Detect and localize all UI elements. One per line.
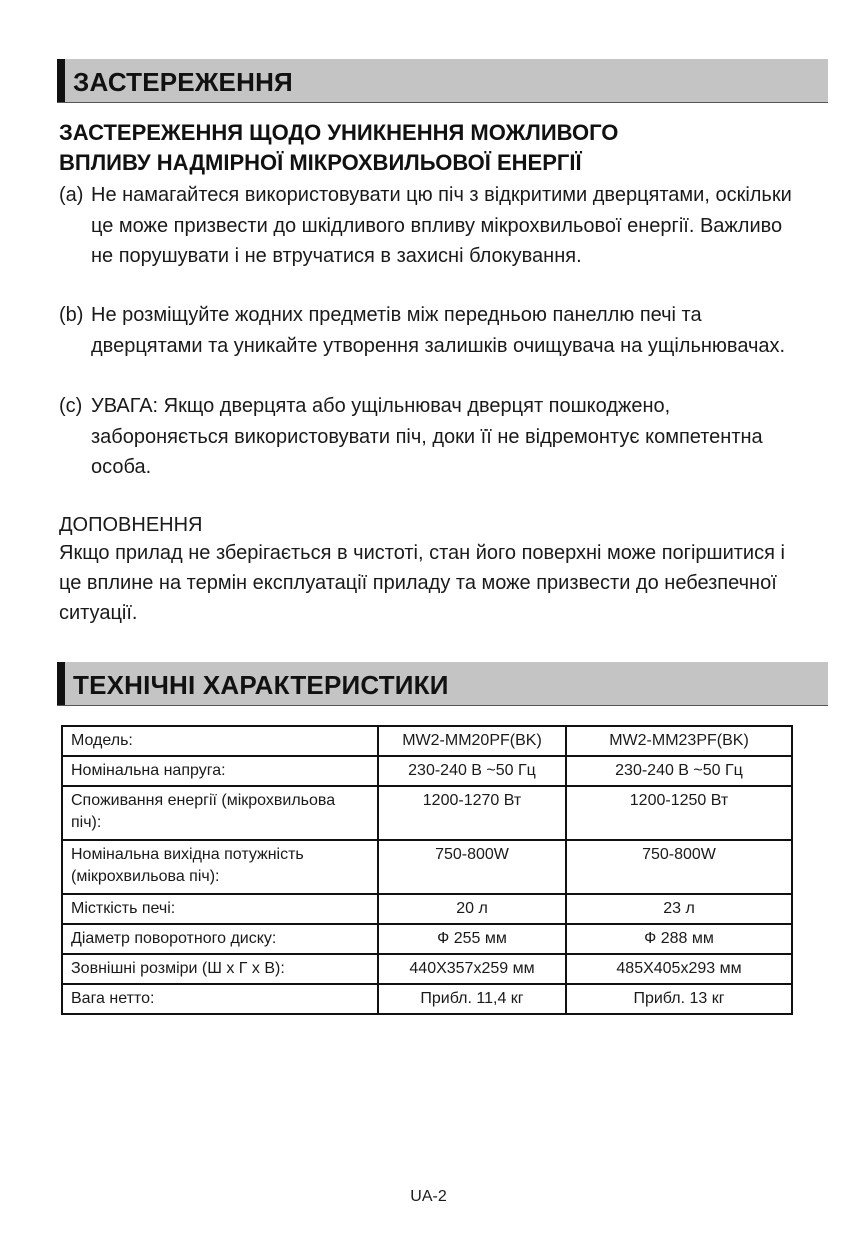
- warning-item-letter: (a): [59, 184, 84, 206]
- section-accent-bar: [57, 662, 65, 705]
- warning-item-letter: (b): [59, 304, 84, 326]
- page-number: UA-2: [410, 1188, 447, 1205]
- spec-value-model-2: MW2-MM23PF(BK): [566, 726, 792, 756]
- spec-label: Номінальна напруга:: [62, 756, 378, 786]
- spec-label: Номінальна вихідна потужність (мікрохвильова піч):: [62, 840, 378, 894]
- spec-value-model-1: Ф 255 мм: [378, 924, 566, 954]
- warning-item-text: УВАГА: Якщо дверцята або ущільнювач дверцят пошкоджено, забороняється використовувати піч, доки її не відремонтує компетентна особа.: [91, 395, 763, 478]
- spec-label: Зовнішні розміри (Ш х Г х В):: [62, 954, 378, 984]
- warning-item-letter: (c): [59, 395, 83, 417]
- warning-item-b: [59, 300, 799, 361]
- spec-label: Модель:: [62, 726, 378, 756]
- spec-value-model-2: 1200-1250 Вт: [566, 786, 792, 840]
- table-row: [62, 924, 792, 954]
- note-body: Якщо прилад не зберігається в чистоті, стан його поверхні може погіршитися і це вплине на термін експлуатації приладу та може призвести до небезпечної ситуації.: [59, 542, 785, 624]
- warning-item-text: Не розміщуйте жодних предметів між передньою панеллю печі та дверцятами та уникайте утворення залишків очищувача на ущільнювачах.: [91, 304, 786, 357]
- table-row: [62, 786, 792, 840]
- warning-item-a: [59, 180, 799, 272]
- spec-value-model-2: 23 л: [566, 894, 792, 924]
- spec-value-model-1: Прибл. 11,4 кг: [378, 984, 566, 1014]
- spec-value-model-1: 1200-1270 Вт: [378, 786, 566, 840]
- spec-value-model-1: 440X357x259 мм: [378, 954, 566, 984]
- spec-value-model-2: 750-800W: [566, 840, 792, 894]
- spec-value-model-1: MW2-MM20PF(BK): [378, 726, 566, 756]
- table-row: [62, 894, 792, 924]
- spec-label: Вага нетто:: [62, 984, 378, 1014]
- specs-section-header: [57, 662, 828, 706]
- table-row: [62, 756, 792, 786]
- note-title: ДОПОВНЕННЯ: [59, 514, 203, 536]
- warning-item-text: Не намагайтеся використовувати цю піч з відкритими дверцятами, оскільки це може призвести до шкідливого впливу мікрохвильової енергії. Важливо не порушувати і не втручатися в захисні блокування.: [91, 184, 792, 267]
- spec-value-model-2: 230-240 В ~50 Гц: [566, 756, 792, 786]
- table-row: [62, 840, 792, 894]
- warning-item-c: [59, 391, 799, 483]
- table-row: [62, 954, 792, 984]
- warnings-section-header: [57, 59, 828, 103]
- spec-label: Місткість печі:: [62, 894, 378, 924]
- warnings-section-title: ЗАСТЕРЕЖЕННЯ: [73, 67, 293, 97]
- spec-value-model-2: Прибл. 13 кг: [566, 984, 792, 1014]
- table-row: [62, 726, 792, 756]
- warnings-subheading: [59, 118, 618, 178]
- spec-label: Споживання енергії (мікрохвильова піч):: [62, 786, 378, 840]
- specs-section-title: ТЕХНІЧНІ ХАРАКТЕРИСТИКИ: [73, 670, 449, 700]
- table-row: [62, 984, 792, 1014]
- specs-table: [61, 725, 793, 1015]
- spec-label: Діаметр поворотного диску:: [62, 924, 378, 954]
- subheading-line-2: ВПЛИВУ НАДМІРНОЇ МІКРОХВИЛЬОВОЇ ЕНЕРГІЇ: [59, 150, 582, 175]
- spec-value-model-2: Ф 288 мм: [566, 924, 792, 954]
- spec-value-model-2: 485X405x293 мм: [566, 954, 792, 984]
- subheading-line-1: ЗАСТЕРЕЖЕННЯ ЩОДО УНИКНЕННЯ МОЖЛИВОГО: [59, 120, 619, 145]
- spec-value-model-1: 20 л: [378, 894, 566, 924]
- spec-value-model-1: 230-240 В ~50 Гц: [378, 756, 566, 786]
- spec-value-model-1: 750-800W: [378, 840, 566, 894]
- section-accent-bar: [57, 59, 65, 102]
